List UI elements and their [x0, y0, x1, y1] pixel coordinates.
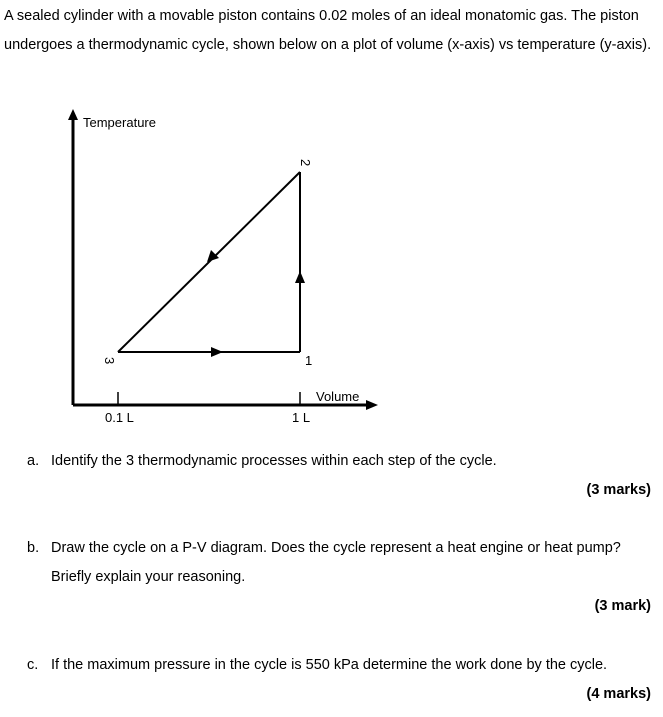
problem-intro: A sealed cylinder with a movable piston contains 0.02 moles of an ideal monatomic gas. The piston undergoes a thermodynamic cycle, shown below on a plot of volume (x-axis) vs temperature (y-axis).	[4, 8, 652, 53]
question-c	[27, 651, 647, 680]
question-a-marks: (3 marks)	[586, 482, 651, 498]
cycle-diagram-svg	[60, 95, 390, 440]
question-b-number: b.	[27, 540, 40, 556]
point-label-3: 3	[102, 357, 117, 365]
path-2-to-3	[118, 172, 300, 352]
question-a	[27, 447, 647, 476]
question-b-text: Draw the cycle on a P-V diagram. Does the cycle represent a heat engine or heat pump? Briefly explain your reasoning.	[51, 540, 621, 585]
x-axis-label: Volume	[316, 389, 360, 404]
point-label-1: 1	[305, 353, 313, 368]
y-axis-label: Temperature	[83, 115, 156, 130]
question-b	[27, 534, 647, 592]
arrow-2-to-3	[207, 250, 219, 262]
question-c-text: If the maximum pressure in the cycle is 550 kPa determine the work done by the cycle.	[51, 657, 608, 673]
x-axis-arrowhead	[366, 400, 378, 410]
question-b-marks: (3 mark)	[594, 598, 651, 614]
question-c-marks: (4 marks)	[586, 686, 651, 702]
question-a-number: a.	[27, 453, 40, 469]
y-axis-arrowhead	[68, 109, 78, 120]
arrow-3-to-1	[211, 347, 223, 357]
question-c-number: c.	[27, 657, 39, 673]
tick-label-1L: 1 L	[292, 410, 311, 425]
question-a-text: Identify the 3 thermodynamic processes within each step of the cycle.	[51, 453, 497, 469]
volume-temperature-diagram	[60, 95, 390, 440]
tick-label-0-1L: 0.1 L	[105, 410, 134, 425]
point-label-2: 2	[298, 159, 313, 167]
arrow-1-to-2	[295, 271, 305, 283]
